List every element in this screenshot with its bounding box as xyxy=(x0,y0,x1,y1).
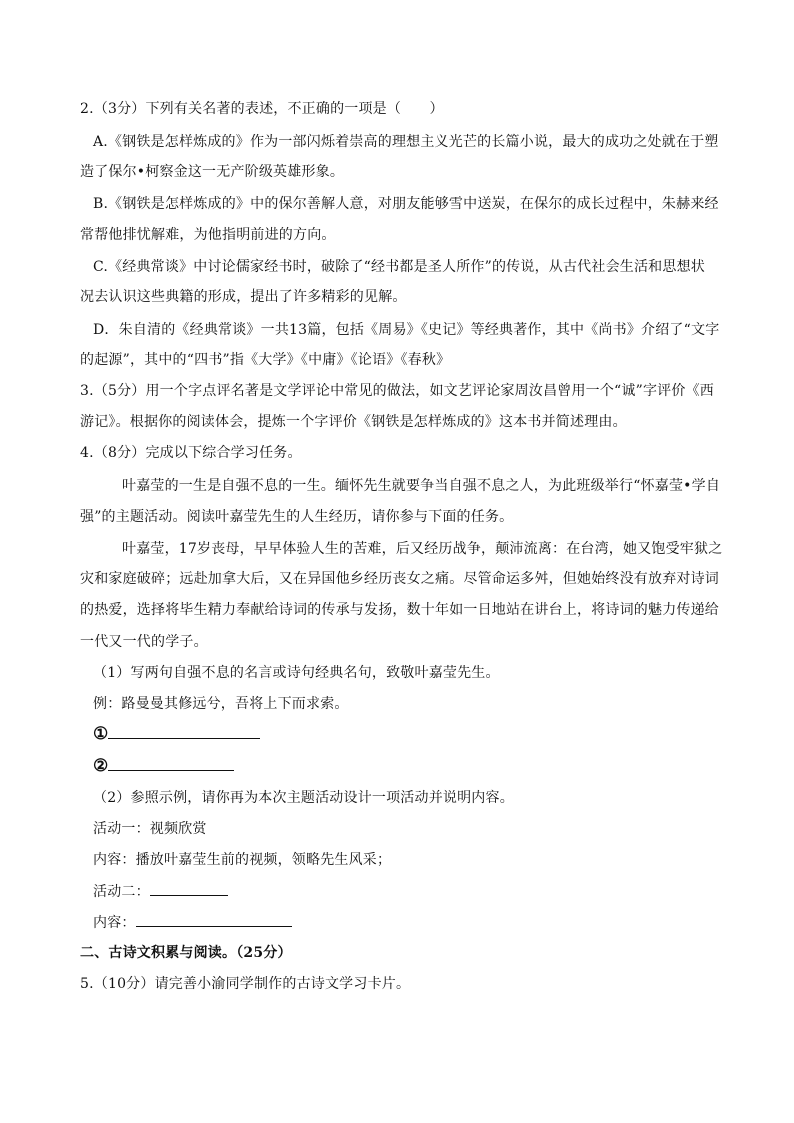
activity-2-row xyxy=(93,881,228,902)
q2-option-a-line1: A.《钢铁是怎样炼成的》作为一部闪烁着崇高的理想主义光芒的长篇小说，最大的成功之处就在于塑 xyxy=(93,134,719,150)
q2-option-b-line1: B.《钢铁是怎样炼成的》中的保尔善解人意，对朋友能够雪中送炭，在保尔的成长过程中，朱赫来经 xyxy=(93,196,719,212)
activity-2-content-row xyxy=(93,912,292,933)
activity-2-content-blank[interactable] xyxy=(136,912,292,927)
q3-line1: 3.（5分）用一个字点评名著是文学评论中常见的做法，如文艺评论家周汝昌曾用一个“诚”字评价《西 xyxy=(80,383,714,399)
q2-stem: 2.（3分）下列有关名著的表述，不正确的一项是（ ） xyxy=(80,101,444,117)
activity-2-label: 活动二： xyxy=(93,884,150,900)
q4-paragraph2-line1: 叶嘉莹，17岁丧母，早早体验人生的苦难，后又经历战争，颠沛流离：在台湾，她又饱受牢狱之 xyxy=(122,541,723,557)
activity-1-content: 内容：播放叶嘉莹生前的视频，领略先生风采； xyxy=(93,852,392,868)
q2-option-a-line2: 造了保尔•柯察金这一无产阶级英雄形象。 xyxy=(80,164,345,180)
section-2-title: 二、古诗文积累与阅读。（25分） xyxy=(80,945,292,961)
q4-subquestion-2: （2）参照示例，请你再为本次主题活动设计一项活动并说明内容。 xyxy=(93,790,514,806)
answer-blank-1[interactable] xyxy=(108,724,260,739)
q2-option-d-line2: 的起源”，其中的“四书”指《大学》《中庸》《论语》《春秋》 xyxy=(80,352,451,368)
q2-option-c-line1: C.《经典常谈》中讨论儒家经书时，破除了“经书都是圣人所作”的传说，从古代社会生活和思想状 xyxy=(93,259,705,275)
activity-1-label: 活动一：视频欣赏 xyxy=(93,821,207,837)
q4-paragraph2-line4: 一代又一代的学子。 xyxy=(80,634,208,650)
activity-2-content-label: 内容： xyxy=(93,915,136,931)
q4-answer-row-1 xyxy=(93,724,260,745)
q2-option-d-line1: D．朱自清的《经典常谈》一共13篇，包括《周易》《史记》等经典著作，其中《尚书》介绍了“文字 xyxy=(93,322,720,338)
q4-subquestion-1: （1）写两句自强不息的名言或诗句经典名句，致敬叶嘉莹先生。 xyxy=(93,665,500,681)
circled-number-1: ① xyxy=(93,724,109,744)
q4-paragraph2-line2: 灾和家庭破碎；远赴加拿大后，又在异国他乡经历丧女之痛。尽管命运多舛，但她始终没有放弃对诗词 xyxy=(80,571,719,587)
q2-option-c-line2: 况去认识这些典籍的形成，提出了许多精彩的见解。 xyxy=(80,289,407,305)
q4-paragraph2-line3: 的热爱，选择将毕生精力奉献给诗词的传承与发扬，数十年如一日地站在讲台上，将诗词的魅力传递给 xyxy=(80,602,719,618)
circled-number-2: ② xyxy=(93,756,109,776)
q4-answer-row-2 xyxy=(93,756,234,777)
answer-blank-2[interactable] xyxy=(108,756,234,771)
q4-paragraph1-line1: 叶嘉莹的一生是自强不息的一生。缅怀先生就要争当自强不息之人，为此班级举行“怀嘉莹•学自 xyxy=(122,478,721,494)
q4-example: 例：路曼曼其修远兮，吾将上下而求索。 xyxy=(93,696,349,712)
activity-2-blank[interactable] xyxy=(150,881,228,896)
q4-stem: 4.（8分）完成以下综合学习任务。 xyxy=(80,445,302,461)
q5-stem: 5.（10分）请完善小渝同学制作的古诗文学习卡片。 xyxy=(80,976,411,992)
q3-line2: 游记》。根据你的阅读体会，提炼一个字评价《钢铁是怎样炼成的》这本书并简述理由。 xyxy=(80,414,627,430)
q4-paragraph1-line2: 强”的主题活动。阅读叶嘉莹先生的人生经历，请你参与下面的任务。 xyxy=(80,509,514,525)
q2-option-b-line2: 常帮他排忧解难，为他指明前进的方向。 xyxy=(80,227,336,243)
